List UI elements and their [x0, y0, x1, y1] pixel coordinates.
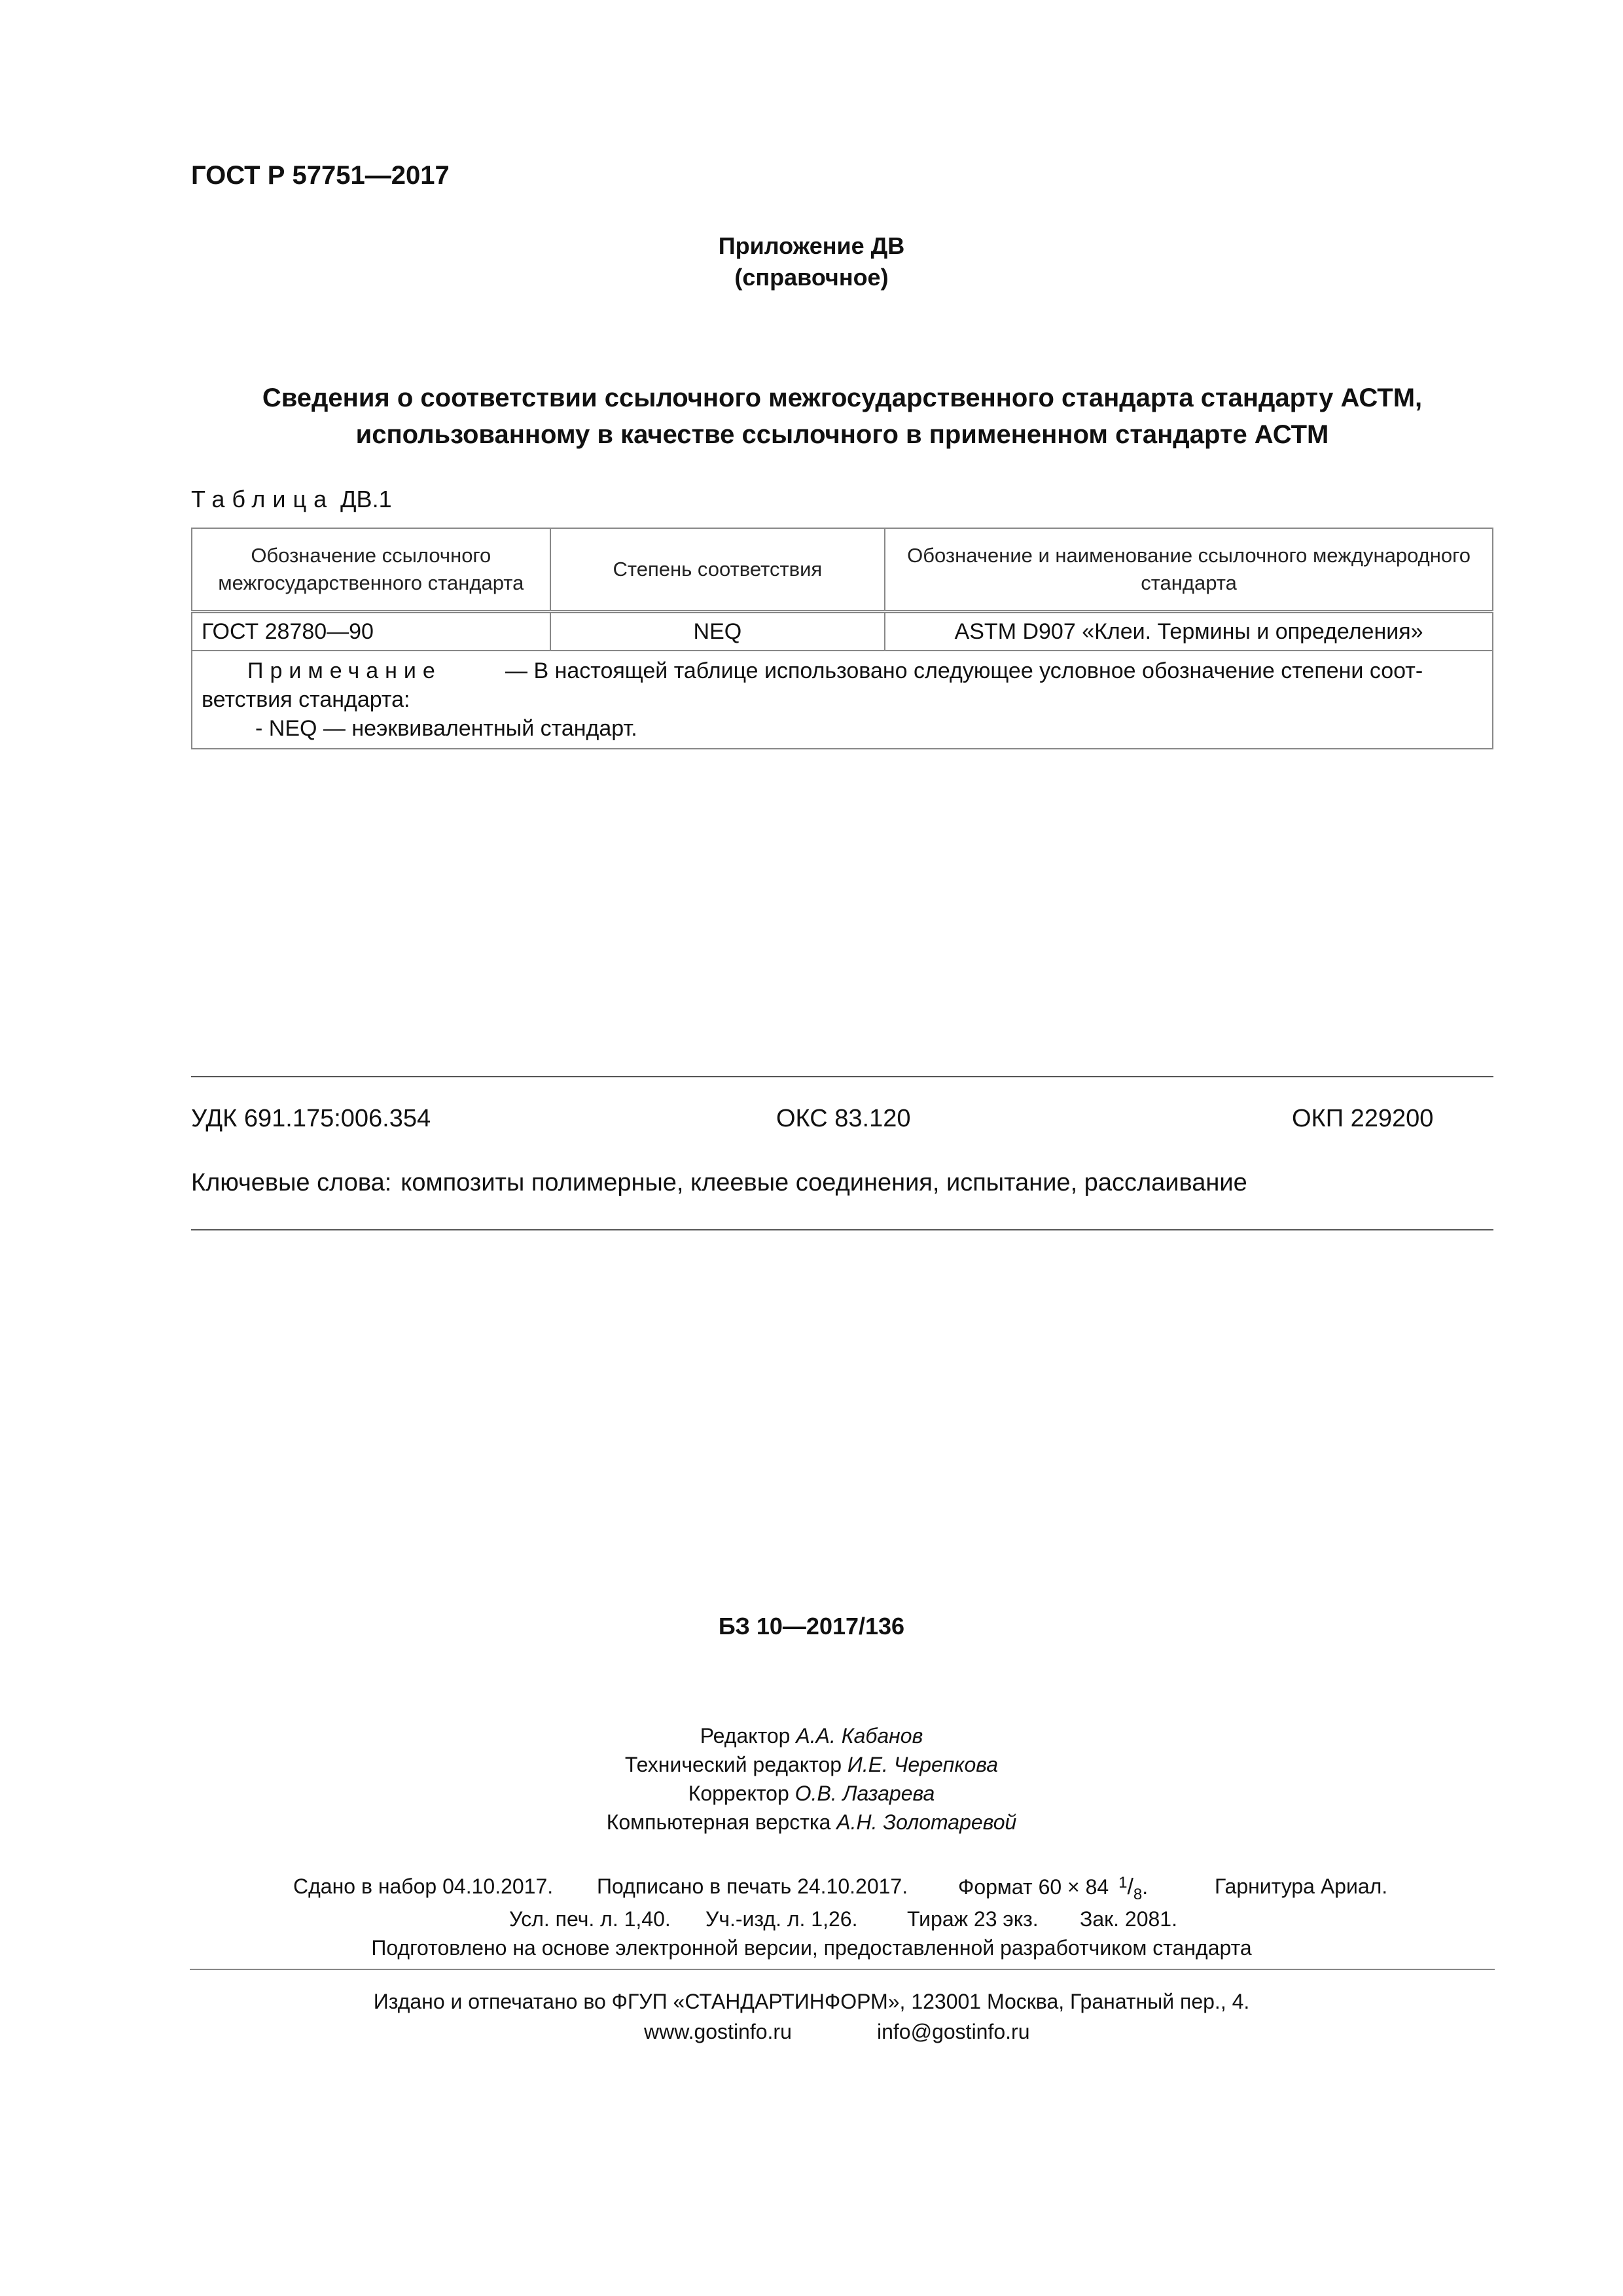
signed-date: Подписано в печать 24.10.2017. [597, 1874, 908, 1898]
table-caption-word: Таблица [191, 486, 334, 512]
table-header-row [192, 528, 1493, 612]
email: info@gostinfo.ru [877, 2020, 1030, 2043]
table-caption [191, 486, 392, 513]
column-header: Обозначение ссылочного межгосударственного стандарта [192, 528, 550, 612]
heading-line-1: Сведения о соответствии ссылочного межгосударственного стандарта стандарту АСТМ, [262, 384, 1423, 412]
table-cell: NEQ [550, 612, 885, 651]
divider [191, 1229, 1493, 1230]
note-item: - NEQ — неэквивалентный стандарт. [255, 716, 637, 741]
circulation: Тираж 23 экз. [907, 1907, 1039, 1931]
oks-code: ОКС 83.120 [776, 1105, 911, 1132]
format-denominator: 8 [1133, 1886, 1143, 1903]
table-note [192, 651, 1493, 749]
note-text: — В настоящей таблице использовано следующее условное обозначение степени соот-ветствия стандарта: [202, 658, 1423, 712]
table-cell: ГОСТ 28780—90 [192, 612, 550, 651]
editor-credit [0, 1724, 1623, 1748]
annex-name: Приложение ДВ [718, 232, 905, 259]
submitted-date: Сдано в набор 04.10.2017. [293, 1874, 554, 1898]
credit-name: И.Е. Черепкова [847, 1753, 999, 1776]
document-code: ГОСТ Р 57751—2017 [191, 161, 450, 190]
divider [190, 1969, 1495, 1970]
bz-number: БЗ 10—2017/136 [718, 1613, 905, 1640]
layout-credit [0, 1810, 1623, 1835]
print-sheets: Усл. печ. л. 1,40. [509, 1907, 671, 1931]
keywords-label: Ключевые слова: [191, 1169, 392, 1196]
annex-title [0, 230, 1623, 293]
format-label: Формат 60 × 84 [958, 1875, 1109, 1899]
credit-label: Технический редактор [624, 1753, 842, 1776]
correspondence-table [191, 528, 1493, 749]
keywords-value: композиты полимерные, клеевые соединения, испытание, расслаивание [401, 1169, 1247, 1196]
fraction-slash: / [1127, 1874, 1133, 1899]
table-row [192, 612, 1493, 651]
credit-label: Редактор [700, 1724, 791, 1748]
table-cell: ASTM D907 «Клеи. Термины и определения» [885, 612, 1493, 651]
credit-label: Компьютерная верстка [606, 1810, 831, 1834]
credit-label: Корректор [688, 1782, 789, 1805]
credit-name: О.В. Лазарева [794, 1782, 935, 1805]
tech-editor-credit [0, 1753, 1623, 1777]
publisher-info: Издано и отпечатано во ФГУП «СТАНДАРТИНФОРМ», 123001 Москва, Гранатный пер., 4. [373, 1990, 1250, 2013]
column-header: Обозначение и наименование ссылочного международного стандарта [885, 528, 1493, 612]
credit-name: А.Н. Золотаревой [836, 1810, 1017, 1834]
publisher-sheets: Уч.-изд. л. 1,26. [705, 1907, 858, 1931]
website: www.gostinfo.ru [644, 2020, 792, 2043]
udk-code: УДК 691.175:006.354 [191, 1105, 431, 1132]
prepared-note: Подготовлено на основе электронной версии, предоставленной разработчиком стандарта [371, 1936, 1252, 1960]
heading-line-2: использованному в качестве ссылочного в примененном стандарте АСТМ [355, 420, 1329, 449]
section-heading [191, 380, 1493, 453]
print-format: Формат 60 × 84 $^1/_8$. [958, 1874, 1149, 1903]
annex-type: (справочное) [734, 264, 889, 291]
format-numerator: 1 [1118, 1874, 1128, 1892]
okp-code: ОКП 229200 [1292, 1105, 1434, 1132]
typeface: Гарнитура Ариал. [1215, 1874, 1388, 1898]
divider [191, 1076, 1493, 1077]
corrector-credit [0, 1782, 1623, 1806]
column-header: Степень соответствия [550, 528, 885, 612]
order-number: Зак. 2081. [1080, 1907, 1177, 1931]
table-note-row [192, 651, 1493, 749]
credit-name: А.А. Кабанов [796, 1724, 923, 1748]
table-caption-number: ДВ.1 [340, 486, 392, 512]
note-label: Примечание [247, 658, 442, 683]
keywords [191, 1169, 1247, 1197]
